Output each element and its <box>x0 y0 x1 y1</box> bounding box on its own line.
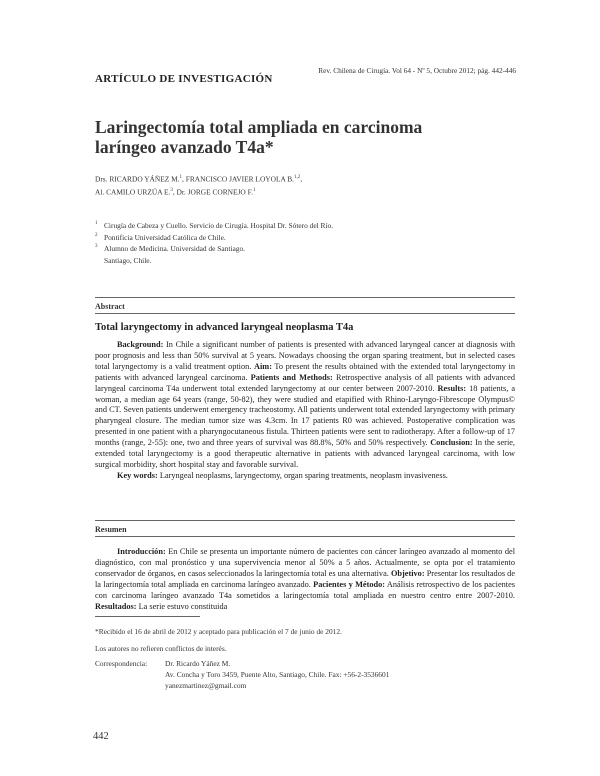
background-label: Background: <box>117 340 164 349</box>
footnote-rule <box>95 616 200 617</box>
background-text: In Chile a significant number of patients is presented with advanced laryngeal cancer at diagnosis with poor prognosis and less than 50% survival at 5 years. Nowadays choosing the organ sparing treatment, but in selected cases total laryngectomy is a valid treatment option. <box>95 340 515 371</box>
metodo-label: Pacientes y Método: <box>313 579 386 589</box>
author-list: Drs. RICARDO YÁÑEZ M.$^1$, FRANCISCO JAVIER LOYOLA B.$^{1,2}$, Al. CAMILO URZÚA E.$^3$, Dr. JORGE CORNEJO F.$^1$ <box>95 174 303 197</box>
aim-label: Aim: <box>253 361 272 371</box>
keywords-text: Laryngeal neoplasms, laryngectomy, organ sparing treatments, neoplasm invasiveness. <box>157 470 448 480</box>
objetivo-label: Objetivo: <box>390 568 425 578</box>
received-note: *Recibido el 16 de abril de 2012 y aceptado para publicación el 7 de junio de 2012. <box>95 627 342 636</box>
affiliation-item <box>95 220 515 232</box>
affiliation-text: Pontificia Universidad Católica de Chile. <box>104 232 226 242</box>
affiliation-item <box>95 232 515 244</box>
introduccion-label: Introducción: <box>117 547 166 556</box>
correspondence-name: Dr. Ricardo Yáñez M. <box>165 659 231 668</box>
introduccion-text: En Chile se presenta un importante número de pacientes con cáncer laríngeo avanzado al momento del diagnóstico, con mal pronóstico y una supervivencia menor al 50% a 5 años. Actualmente, se opta por el tratamiento conservador de órganos, en casos seleccionados la laringectomía total es una alternativa. <box>95 547 515 578</box>
objetivo-text: Presentar los resultados de la laringectomía total ampliada en carcinoma laríngeo avanzado. <box>95 568 516 589</box>
resumen-heading: Resumen <box>95 525 127 534</box>
title-line-2: laríngeo avanzado T4a* <box>95 137 274 157</box>
affiliation-list <box>95 220 515 266</box>
abstract-english-title: Total laryngectomy in advanced laryngeal neoplasma T4a <box>95 322 354 333</box>
conclusion-label: Conclusion: <box>430 438 473 448</box>
article-section-label: ARTÍCULO DE INVESTIGACIÓN <box>95 73 273 85</box>
author-prefix: Drs. <box>95 174 108 184</box>
conflicts-note: Los autores no refieren conflictos de interés. <box>95 644 227 653</box>
affiliation-number: 3 <box>95 244 98 249</box>
correspondence-email: yanezmartinez@gmail.com <box>165 681 247 690</box>
results-label: Results: <box>437 383 467 393</box>
author-1-affil: 1 <box>179 175 183 180</box>
author-2: FRANCISCO JAVIER LOYOLA B. <box>185 174 295 184</box>
correspondence-label: Correspondencia: <box>95 659 148 668</box>
affiliation-city: Santiago, Chile. <box>104 255 152 265</box>
resultados-text: La serie estuvo constituida <box>136 601 228 611</box>
resumen-top-rule <box>95 520 515 521</box>
resumen-heading-rule <box>95 536 515 537</box>
keywords-label: Key words: <box>117 470 158 480</box>
resultados-label: Resultados: <box>95 601 137 611</box>
abstract-body <box>95 340 515 482</box>
journal-reference: Rev. Chilena de Cirugía. Vol 64 - Nº 5, Octubre 2012; pág. 442-446 <box>318 66 516 75</box>
author-2-affil: 1,2 <box>294 175 301 180</box>
affiliation-number: 1 <box>95 221 98 226</box>
title-line-1: Laringectomía total ampliada en carcinoma <box>95 117 423 137</box>
affiliation-text: Cirugía de Cabeza y Cuello. Servicio de Cirugía. Hospital Dr. Sótero del Río. <box>104 221 334 230</box>
methods-text: Retrospective analysis of all patients with advanced laryngeal carcinoma T4a underwent total extended laryngectomy at our center between 2007-2010. <box>95 372 516 393</box>
page-number: 442 <box>93 731 109 742</box>
conclusion-text: In the serie, extended total laryngectomy is a good therapeutic alternative in patients with advanced laryngeal carcinoma, with low surgical morbidity, short hospital stay and favorable survival. <box>95 438 516 469</box>
abstract-heading: Abstract <box>95 302 125 311</box>
abstract-heading-rule <box>95 313 515 314</box>
author-3: Al. CAMILO URZÚA E. <box>95 187 171 197</box>
author-3-affil: 3 <box>170 188 173 194</box>
affiliation-text: Alumno de Medicina. Universidad de Santiago. <box>104 244 246 253</box>
results-text: 18 patients, a woman, a median age 64 years (range, 50-82), they were studied and etapified with Rhino-Laryngo-Fibrescope Olympus© and CT. Seven patients underwent emergency tracheostomy. All patients underwent total extended laryngectomy with primary pharyngeal closure. The median tumor size was 4.3cm. In 17 patients R0 was achieved. Postoperative complication was presented in one patient with a pharyngocutaneous fistula. Thirteen patients were sent to radiotherapy. After a follow-up of 17 months (range, 2-55): one, two and three years of survival was 88.8%, 50% and 50% respectively. <box>95 383 515 448</box>
author-4: Dr. JORGE CORNEJO F. <box>176 187 253 197</box>
resumen-body <box>95 547 515 612</box>
methods-label: Patients and Methods: <box>250 372 333 382</box>
correspondence-address: Av. Concha y Toro 3459, Puente Alto, Santiago, Chile. Fax: +56-2-3536601 <box>165 670 390 679</box>
affiliation-number: 2 <box>95 232 98 238</box>
affiliation-item <box>95 243 515 255</box>
article-title <box>95 117 495 157</box>
abstract-top-rule <box>95 297 515 298</box>
correspondence-block <box>95 658 525 692</box>
correspondence-details <box>165 658 389 691</box>
metodo-text: Análisis retrospectivo de los pacientes con carcinoma laríngeo avanzado T4a sometidos a laringectomía total ampliada en nuestro centro entre 2007-2010. <box>95 579 515 600</box>
author-1: RICARDO YÁÑEZ M. <box>109 174 180 184</box>
author-4-affil: 1 <box>252 188 256 194</box>
aim-text: To present the results obtained with the extended total laryngectomy in patients with advanced laryngeal carcinoma. <box>95 361 516 382</box>
